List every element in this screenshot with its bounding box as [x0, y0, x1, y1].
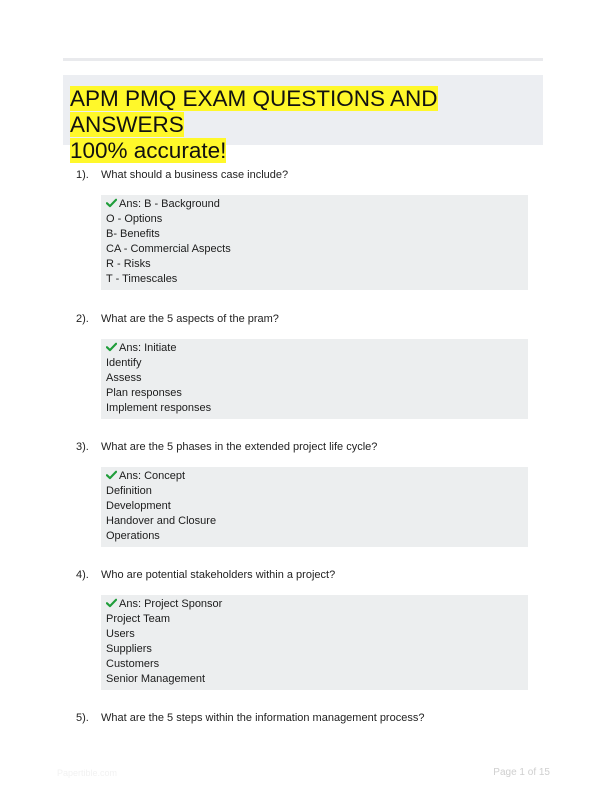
answer-line-first [106, 597, 528, 612]
page-number: Page 1 of 15 [493, 767, 550, 778]
answer-line: B- Benefits [106, 228, 160, 240]
answer-line-first [106, 469, 528, 484]
answer-box [101, 339, 528, 419]
answer-line: Handover and Closure [106, 515, 217, 527]
page-title [70, 86, 530, 164]
answer-line: T - Timescales [106, 273, 178, 285]
check-icon [106, 342, 117, 352]
answer-line: Implement responses [106, 402, 212, 414]
answer-text: Ans: B - Background [119, 198, 220, 210]
question-text: What are the 5 steps within the information management process? [101, 712, 425, 724]
answer-line: CA - Commercial Aspects [106, 243, 231, 255]
question-text: What are the 5 aspects of the pram? [101, 313, 279, 325]
top-divider [63, 58, 543, 61]
question-text: Who are potential stakeholders within a project? [101, 569, 336, 581]
question-text: What should a business case include? [101, 169, 289, 181]
answer-line-first [106, 197, 528, 212]
answer-line: Senior Management [106, 673, 206, 685]
question-number: 1). [76, 169, 89, 181]
check-icon [106, 598, 117, 608]
question-number: 5). [76, 712, 89, 724]
answer-line: Project Team [106, 613, 170, 625]
answer-line-first [106, 341, 528, 356]
footer-watermark: Papertible.com [57, 768, 118, 778]
question-number: 3). [76, 441, 89, 453]
question-text: What are the 5 phases in the extended project life cycle? [101, 441, 378, 453]
answer-text: Ans: Concept [119, 470, 186, 482]
answer-box [101, 467, 528, 547]
answer-text: Ans: Initiate [119, 342, 177, 354]
answer-line: Definition [106, 485, 152, 497]
answer-line: R - Risks [106, 258, 151, 270]
answer-line: Customers [106, 658, 160, 670]
title-line-2: 100% accurate! [70, 138, 227, 163]
question-number: 2). [76, 313, 89, 325]
answer-line: Development [106, 500, 171, 512]
answer-box [101, 195, 528, 290]
title-line-1: APM PMQ EXAM QUESTIONS AND ANSWERS [70, 86, 438, 137]
question-number: 4). [76, 569, 89, 581]
check-icon [106, 198, 117, 208]
answer-text: Ans: Project Sponsor [119, 598, 223, 610]
answer-line: Operations [106, 530, 160, 542]
answer-line: Assess [106, 372, 142, 384]
answer-line: Users [106, 628, 135, 640]
answer-line: O - Options [106, 213, 163, 225]
answer-line: Suppliers [106, 643, 152, 655]
answer-line: Identify [106, 357, 142, 369]
answer-box [101, 595, 528, 690]
check-icon [106, 470, 117, 480]
answer-line: Plan responses [106, 387, 182, 399]
